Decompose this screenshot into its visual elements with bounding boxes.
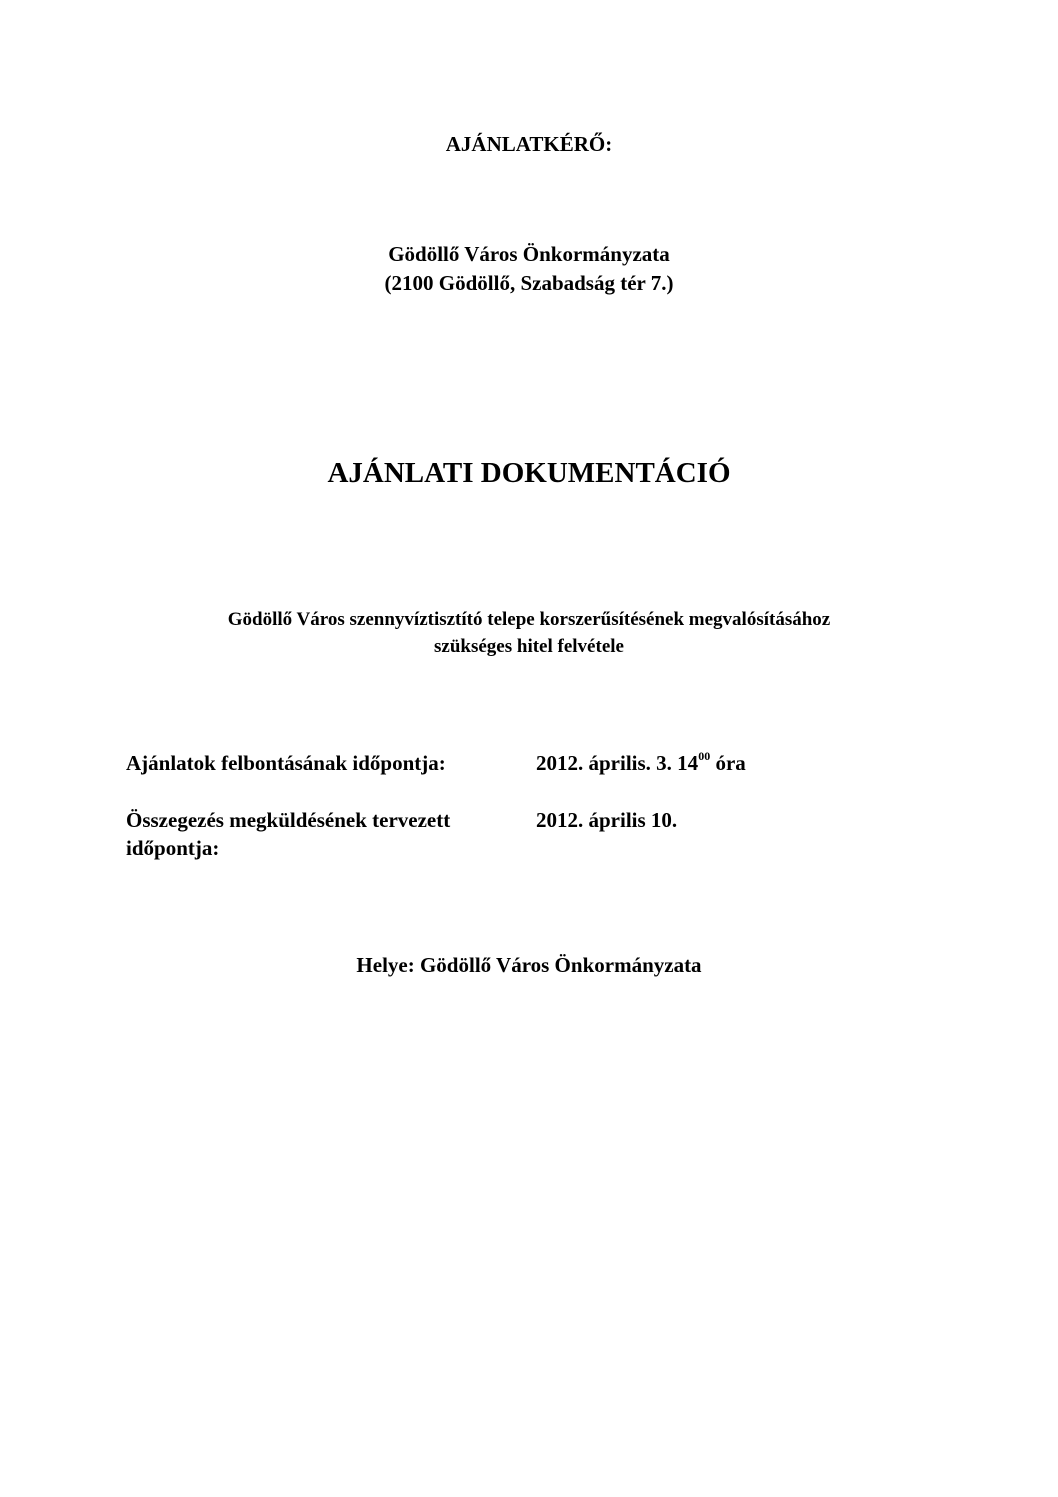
subject-block xyxy=(0,606,1058,660)
location-text: Helye: Gödöllő Város Önkormányzata xyxy=(356,953,702,977)
opening-time-superscript: 00 xyxy=(698,749,711,763)
subject-line-1: Gödöllő Város szennyvíztisztító telepe korszerűsítésének megvalósításához xyxy=(227,609,831,630)
subject-line-2: szükséges hitel felvétele xyxy=(434,636,624,657)
summary-date-label-line-2: időpontja: xyxy=(126,836,220,860)
summary-date-label xyxy=(126,806,521,862)
issuer-name: Gödöllő Város Önkormányzata xyxy=(388,242,670,266)
issuer-address: (2100 Gödöllő, Szabadság tér 7.) xyxy=(384,271,674,295)
contracting-authority-label: AJÁNLATKÉRŐ: xyxy=(445,132,613,156)
summary-date-label-line-1: Összegezés megküldésének tervezett xyxy=(126,808,451,832)
opening-date-label: Ajánlatok felbontásának időpontja: xyxy=(126,751,446,775)
opening-date-text: 2012. április. 3. 14 xyxy=(536,751,699,775)
opening-date-value xyxy=(536,749,746,777)
document-title: AJÁNLATI DOKUMENTÁCIÓ xyxy=(327,457,731,489)
issuer-block xyxy=(0,240,1058,298)
opening-time-unit: óra xyxy=(710,751,746,775)
summary-date-value: 2012. április 10. xyxy=(536,808,678,832)
